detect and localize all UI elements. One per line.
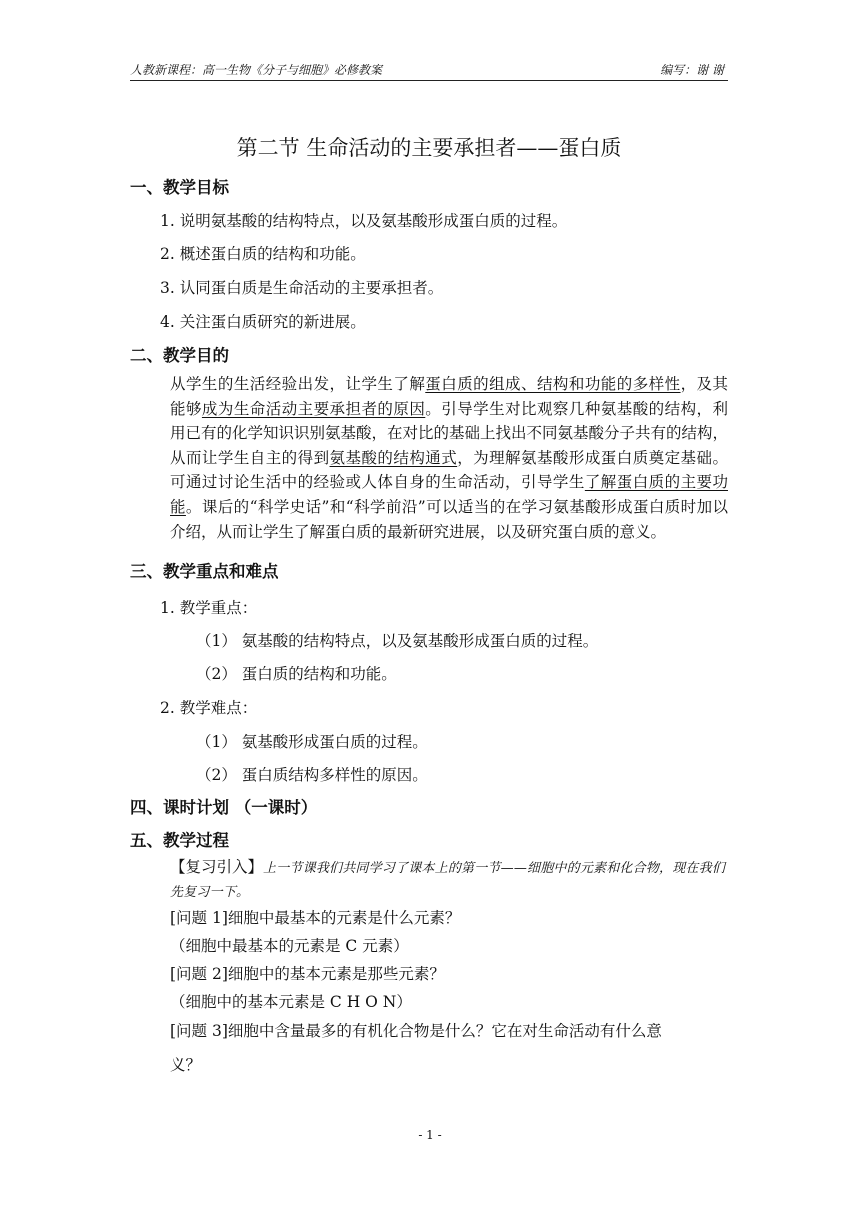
heading-lesson-plan: 四、课时计划 （一课时） [130, 798, 318, 817]
page-header [130, 62, 728, 81]
underline-protein-diversity: 蛋白质的组成、结构和功能的多样性 [425, 375, 681, 393]
purpose-paragraph: 从学生的生活经验出发，让学生了解蛋白质的组成、结构和功能的多样性，及其能够成为生命活动主要承担者的原因。引导学生对比观察几种氨基酸的结构，利用已有的化学知识识别氨基酸，在对比的基础上找出不同氨基酸分子共有的结构，从而让学生自主的得到氨基酸的结构通式，为理解氨基酸形成蛋白质奠定基础。可通过讨论生活中的经验或人体自身的生命活动，引导学生了解蛋白质的主要功能。课后的“科学史话”和“科学前沿”可以适当的在学习氨基酸形成蛋白质时加以介绍，从而让学生了解蛋白质的最新研究进展，以及研究蛋白质的意义。 [170, 375, 729, 541]
key-point-2: （2） 蛋白质的结构和功能。 [196, 665, 397, 683]
difficult-point-2: （2） 蛋白质结构多样性的原因。 [196, 766, 428, 784]
page-title: 第二节 生命活动的主要承担者——蛋白质 [236, 136, 622, 160]
key-points-label: 1. 教学重点： [160, 599, 258, 617]
review-body: 上一节课我们共同学习了课本上的第一节——细胞中的元素和化合物，现在我们先复习一下。 [170, 861, 726, 900]
goal-item-4: 4. 关注蛋白质研究的新进展。 [160, 313, 366, 331]
key-point-1: （1） 氨基酸的结构特点，以及氨基酸形成蛋白质的过程。 [196, 632, 599, 650]
review-intro [170, 855, 730, 905]
question-2: [问题 2]细胞中的基本元素是那些元素？ [170, 965, 445, 983]
difficult-points-label: 2. 教学难点： [160, 699, 258, 717]
heading-teaching-goals: 一、教学目标 [130, 178, 229, 197]
underline-protein-functions: 了解蛋白质的主要功能 [170, 473, 728, 516]
question-3: [问题 3]细胞中含量最多的有机化合物是什么？它在对生命活动有什么意 [170, 1022, 662, 1040]
heading-teaching-process: 五、教学过程 [130, 831, 229, 850]
header-author: 编写：谢 谢 [660, 63, 724, 77]
goal-item-2: 2. 概述蛋白质的结构和功能。 [160, 245, 366, 263]
question-3-continued: 义？ [170, 1056, 202, 1074]
heading-teaching-purpose: 二、教学目的 [130, 346, 229, 365]
answer-2: （细胞中的基本元素是 C H O N） [170, 993, 412, 1011]
page-number: - 1 - [418, 1128, 442, 1142]
answer-1: （细胞中最基本的元素是 C 元素） [170, 937, 409, 955]
review-tag: 【复习引入】 [170, 858, 264, 876]
goal-item-3: 3. 认同蛋白质是生命活动的主要承担者。 [160, 279, 444, 297]
underline-main-bearer-reason: 成为生命活动主要承担者的原因 [201, 399, 426, 418]
goal-item-1: 1. 说明氨基酸的结构特点，以及氨基酸形成蛋白质的过程。 [160, 212, 568, 230]
difficult-point-1: （1） 氨基酸形成蛋白质的过程。 [196, 733, 428, 751]
header-course: 人教新课程：高一生物《分子与细胞》必修教案 [130, 63, 383, 77]
underline-amino-acid-formula: 氨基酸的结构通式 [329, 448, 458, 467]
heading-key-and-difficult: 三、教学重点和难点 [130, 562, 279, 581]
question-1: [问题 1]细胞中最基本的元素是什么元素？ [170, 909, 461, 927]
